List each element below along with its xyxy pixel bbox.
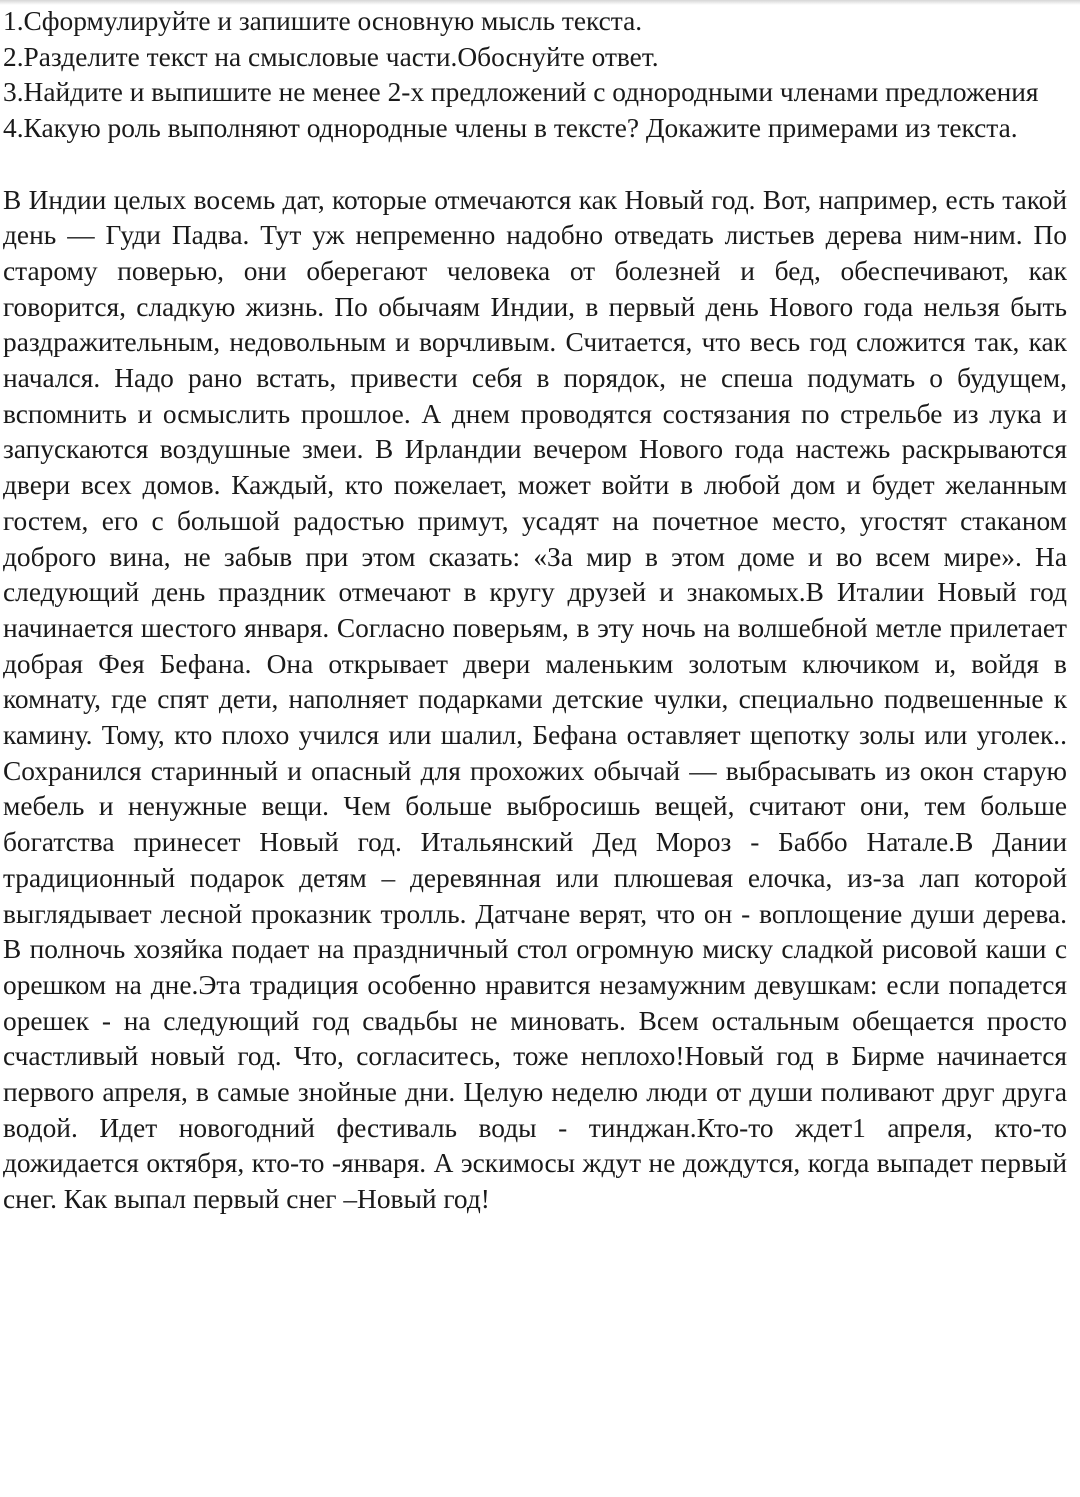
question-1: 1.Сформулируйте и запишите основную мысль текста. (3, 6, 643, 36)
document-page (3, 4, 1067, 1218)
paragraph-gap (3, 147, 1067, 183)
question-3: 3.Найдите и выпишите не менее 2-х предложений с однородными членами предложения (3, 77, 1039, 108)
questions-list (3, 4, 1067, 147)
body-text: В Индии целых восемь дат, которые отмечаются как Новый год. Вот, например, есть такой день — Гуди Падва. Тут уж непременно надобно отведать листьев дерева ним-ним. По старому поверью, они оберегают человека от болезней и бед, обеспечивают, как говорится, сладкую жизнь. По обычаям Индии, в первый день Нового года нельзя быть раздражительным, недовольным и ворчливым. Считается, что весь год сложится так, как начался. Надо рано встать, привести себя в порядок, не спеша подумать о будущем, вспомнить и осмыслить прошлое. А днем проводятся состязания по стрельбе из лука и запускаются воздушные змеи. В Ирландии вечером Нового года настежь раскрываются двери всех домов. Каждый, кто пожелает, может войти в любой дом и будет желанным гостем, его с большой радостью примут, усадят на почетное место, угостят стаканом доброго вина, не забыв при этом сказать: «За мир в этом доме и во всем мире». На следующий день праздник отмечают в кругу друзей и знакомых.В Италии Новый год начинается шестого января. Согласно поверьям, в эту ночь на волшебной метле прилетает добрая Фея Бефана. Она открывает двери маленьким золотым ключиком и, войдя в комнату, где спят дети, наполняет подарками детские чулки, специально подвешенные к камину. Тому, кто плохо учился или шалил, Бефана оставляет щепотку золы или уголек.. Сохранился старинный и опасный для прохожих обычай — выбрасывать из окон старую мебель и ненужные вещи. Чем больше выбросишь вещей, считают они, тем больше богатства принесет Новый год. Итальянский Дед Мороз - Баббо Натале.В Дании традиционный подарок детям – деревянная или плюшевая елочка, из-за лап которой выглядывает лесной проказник тролль. Датчане верят, что он - воплощение души дерева. В полночь хозяйка подает на праздничный стол огромную миску сладкой рисовой каши с орешком на дне.Эта традиция особенно нравится незамужним девушкам: если попадется орешек - на следующий год свадьбы не миновать. Всем остальным обещается просто счастливый новый год. Что, согласитесь, тоже неплохо!Новый год в Бирме начинается первого апреля, в самые знойные дни. Целую неделю люди от души поливают друг друга водой. Идет новогодний фестиваль воды - тинджан.Кто-то ждет1 апреля, кто-то дожидается октября, кто-то -января. А эскимосы ждут не дождутся, когда выпадет первый снег. Как выпал первый снег –Новый год! (3, 184, 1067, 1215)
question-4: 4.Какую роль выполняют однородные члены в тексте? Докажите примерами из текста. (3, 113, 1018, 144)
question-2: 2.Разделите текст на смысловые части.Обоснуйте ответ. (3, 41, 659, 72)
